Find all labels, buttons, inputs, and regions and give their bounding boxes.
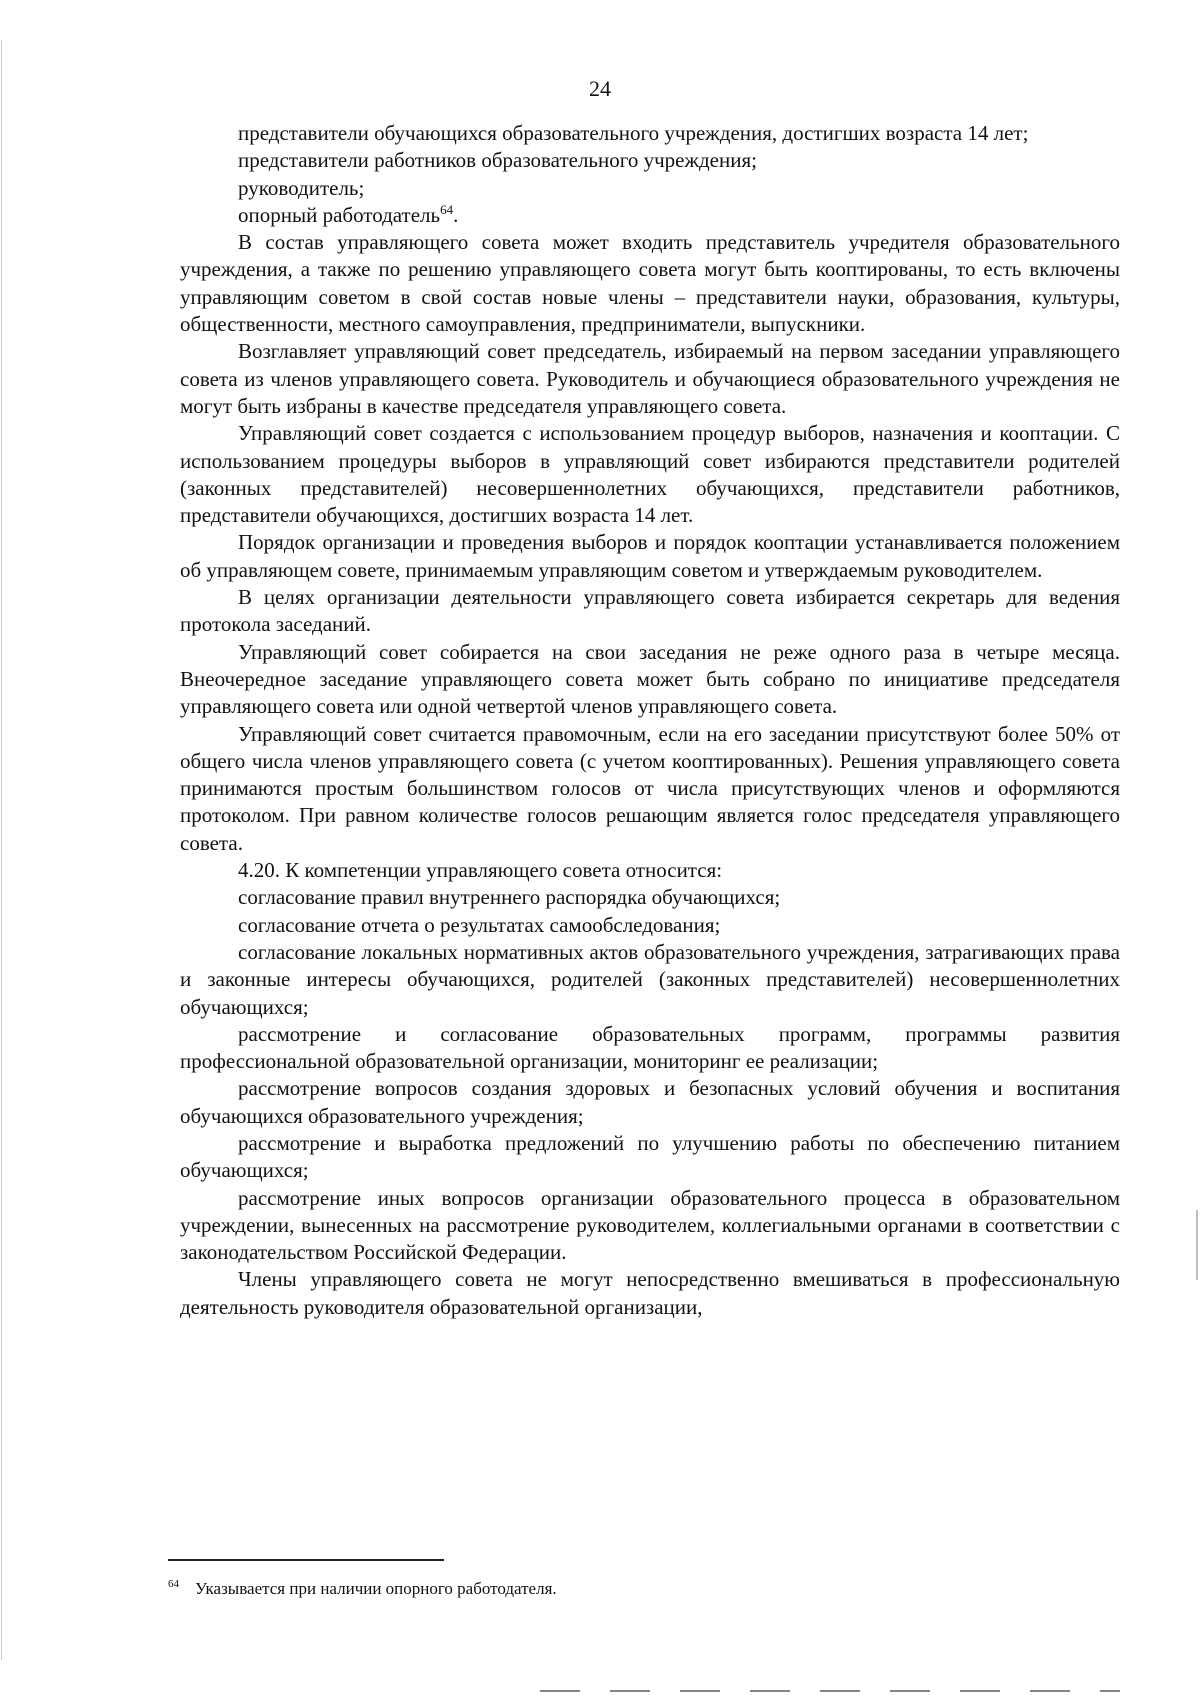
- paragraph-with-footnote-ref: [180, 202, 1120, 229]
- paragraph: представители обучающихся образовательного учреждения, достигших возраста 14 лет;: [238, 121, 1029, 145]
- paragraph: В целях организации деятельности управляющего совета избирается секретарь для ведения протокола заседаний.: [180, 585, 1120, 637]
- list-item: согласование локальных нормативных актов образовательного учреждения, затрагивающих права и законные интересы обучающихся, родителей (законных представителей) несовершеннолетних обучающихся;: [180, 939, 1120, 1019]
- footnote-reference: 64: [440, 201, 454, 217]
- paragraph: Члены управляющего совета не могут непосредственно вмешиваться в профессиональную деятельность руководителя образовательной организации,: [180, 1267, 1120, 1319]
- paragraph: Управляющий совет собирается на свои заседания не реже одного раза в четыре месяца. Внеочередное заседание управляющего совета может быть собрано по инициативе председателя управляющего совета или одной четвертой членов управляющего совета.: [180, 639, 1120, 719]
- footnote-mark: 64: [168, 1578, 179, 1590]
- scan-edge-right: [1196, 1210, 1198, 1280]
- list-item: согласование правил внутреннего распорядка обучающихся;: [238, 885, 781, 910]
- page-number: 24: [589, 76, 611, 101]
- list-item: рассмотрение иных вопросов организации образовательного процесса в образовательном учреждении, вынесенных на рассмотрение руководителем, коллегиальными органами в соответствии с законодательством Российской Федерации.: [180, 1185, 1120, 1265]
- list-item: согласование отчета о результатах самообследования;: [238, 912, 721, 937]
- list-item: рассмотрение и выработка предложений по улучшению работы по обеспечению питанием обучающихся;: [180, 1130, 1120, 1183]
- paragraph-tail: .: [453, 202, 459, 227]
- paragraph: представители работников образовательного учреждения;: [238, 148, 757, 173]
- paragraph: В состав управляющего совета может входить представитель учредителя образовательного учреждения, а также по решению управляющего совета могут быть кооптированы, то есть включены управляющим советом в свой состав новые члены – представители науки, образования, культуры, общественности, местного самоуправления, предприниматели, выпускники.: [180, 230, 1120, 337]
- paragraph: Возглавляет управляющий совет председатель, избираемый на первом заседании управляющего совета из членов управляющего совета. Руководитель и обучающиеся образовательного учреждения не могут быть избраны в качестве председателя управляющего совета.: [180, 339, 1120, 418]
- footnote-separator: [168, 1559, 444, 1561]
- list-item: рассмотрение вопросов создания здоровых и безопасных условий обучения и воспитания обучающихся образовательного учреждения;: [180, 1076, 1120, 1128]
- paragraph: опорный работодатель: [238, 202, 441, 227]
- paragraph: Порядок организации и проведения выборов и порядок кооптации устанавливается положением об управляющем совете, принимаемым управляющим советом и утверждаемым руководителем.: [180, 530, 1120, 582]
- scan-bottom-edge: [540, 1690, 1120, 1692]
- section-heading: 4.20. К компетенции управляющего совета относится:: [238, 858, 723, 883]
- body-text: [180, 120, 1120, 1321]
- paragraph: Управляющий совет создается с использованием процедур выборов, назначения и кооптации. С использованием процедуры выборов в управляющий совет избираются представители родителей (законных представителей) несовершеннолетних обучающихся, представители работников, представители обучающихся, достигших возраста 14 лет.: [180, 421, 1120, 528]
- footnote-text: Указывается при наличии опорного работодателя.: [195, 1579, 557, 1598]
- footnote: [168, 1574, 557, 1599]
- list-item: рассмотрение и согласование образовательных программ, программы развития профессиональной образовательной организации, мониторинг ее реализации;: [180, 1021, 1120, 1074]
- paragraph: Управляющий совет считается правомочным, если на его заседании присутствуют более 50% от общего числа членов управляющего совета (с учетом кооптированных). Решения управляющего совета принимаются простым большинством голосов от числа присутствующих членов и оформляются протоколом. При равном количестве голосов решающим является голос председателя управляющего совета.: [180, 721, 1120, 855]
- scan-edge-left: [1, 40, 2, 1660]
- paragraph: руководитель;: [238, 175, 365, 200]
